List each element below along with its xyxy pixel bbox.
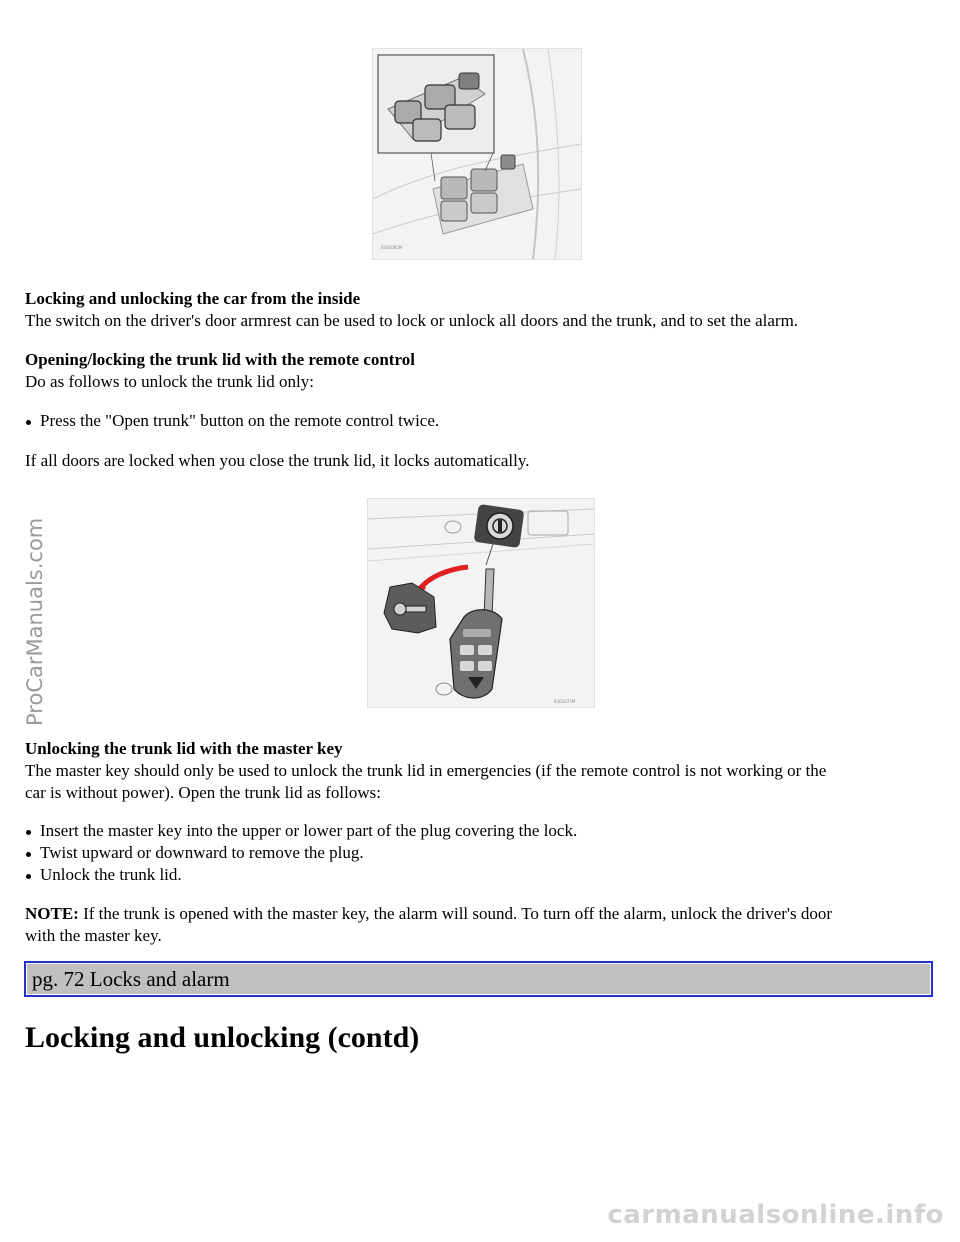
section-after-remote: If all doors are locked when you close the trunk lid, it locks automatically. [25,451,530,470]
note-line1 [25,903,937,925]
note-line2: with the master key. [25,926,162,945]
list-item: Twist upward or downward to remove the plug. [25,842,577,864]
section-text-master-key-line1: The master key should only be used to unlock the trunk lid in emergencies (if the remote control is not working or the [25,761,827,780]
note-text: If the trunk is opened with the master key, the alarm will sound. To turn off the alarm, unlock the driver's door [83,904,832,923]
armrest-figure-code: 8301085M [381,245,403,250]
list-item: Insert the master key into the upper or lower part of the plug covering the lock. [25,820,577,842]
trunk-figure-code: 8301073M [554,699,576,704]
note-label: NOTE: [25,904,79,923]
master-key-steps-list [25,820,577,886]
page-bar [24,961,933,997]
list-item: Unlock the trunk lid. [25,864,577,886]
armrest-switch-illustration [373,49,581,259]
page-bar-label: pg. 72 Locks and alarm [32,967,230,991]
page-heading: Locking and unlocking (contd) [25,1021,420,1054]
section-title-inside: Locking and unlocking the car from the inside [25,289,361,308]
section-text-remote: Do as follows to unlock the trunk lid only: [25,372,314,391]
trunk-key-figure [367,498,595,708]
section-title-master-key: Unlocking the trunk lid with the master key [25,739,343,758]
watermark-side: ProCarManuals.com [23,517,47,726]
section-text-inside: The switch on the driver's door armrest can be used to lock or unlock all doors and the trunk, and to set the alarm. [25,311,799,330]
armrest-switch-figure [372,48,582,260]
section-title-remote: Opening/locking the trunk lid with the remote control [25,350,415,369]
section-text-master-key-line2: car is without power). Open the trunk lid as follows: [25,783,381,802]
watermark-bottom: carmanualsonline.info [607,1200,944,1230]
trunk-key-illustration [368,499,594,707]
remote-steps-list [25,410,439,432]
list-item: Press the "Open trunk" button on the remote control twice. [25,410,439,432]
